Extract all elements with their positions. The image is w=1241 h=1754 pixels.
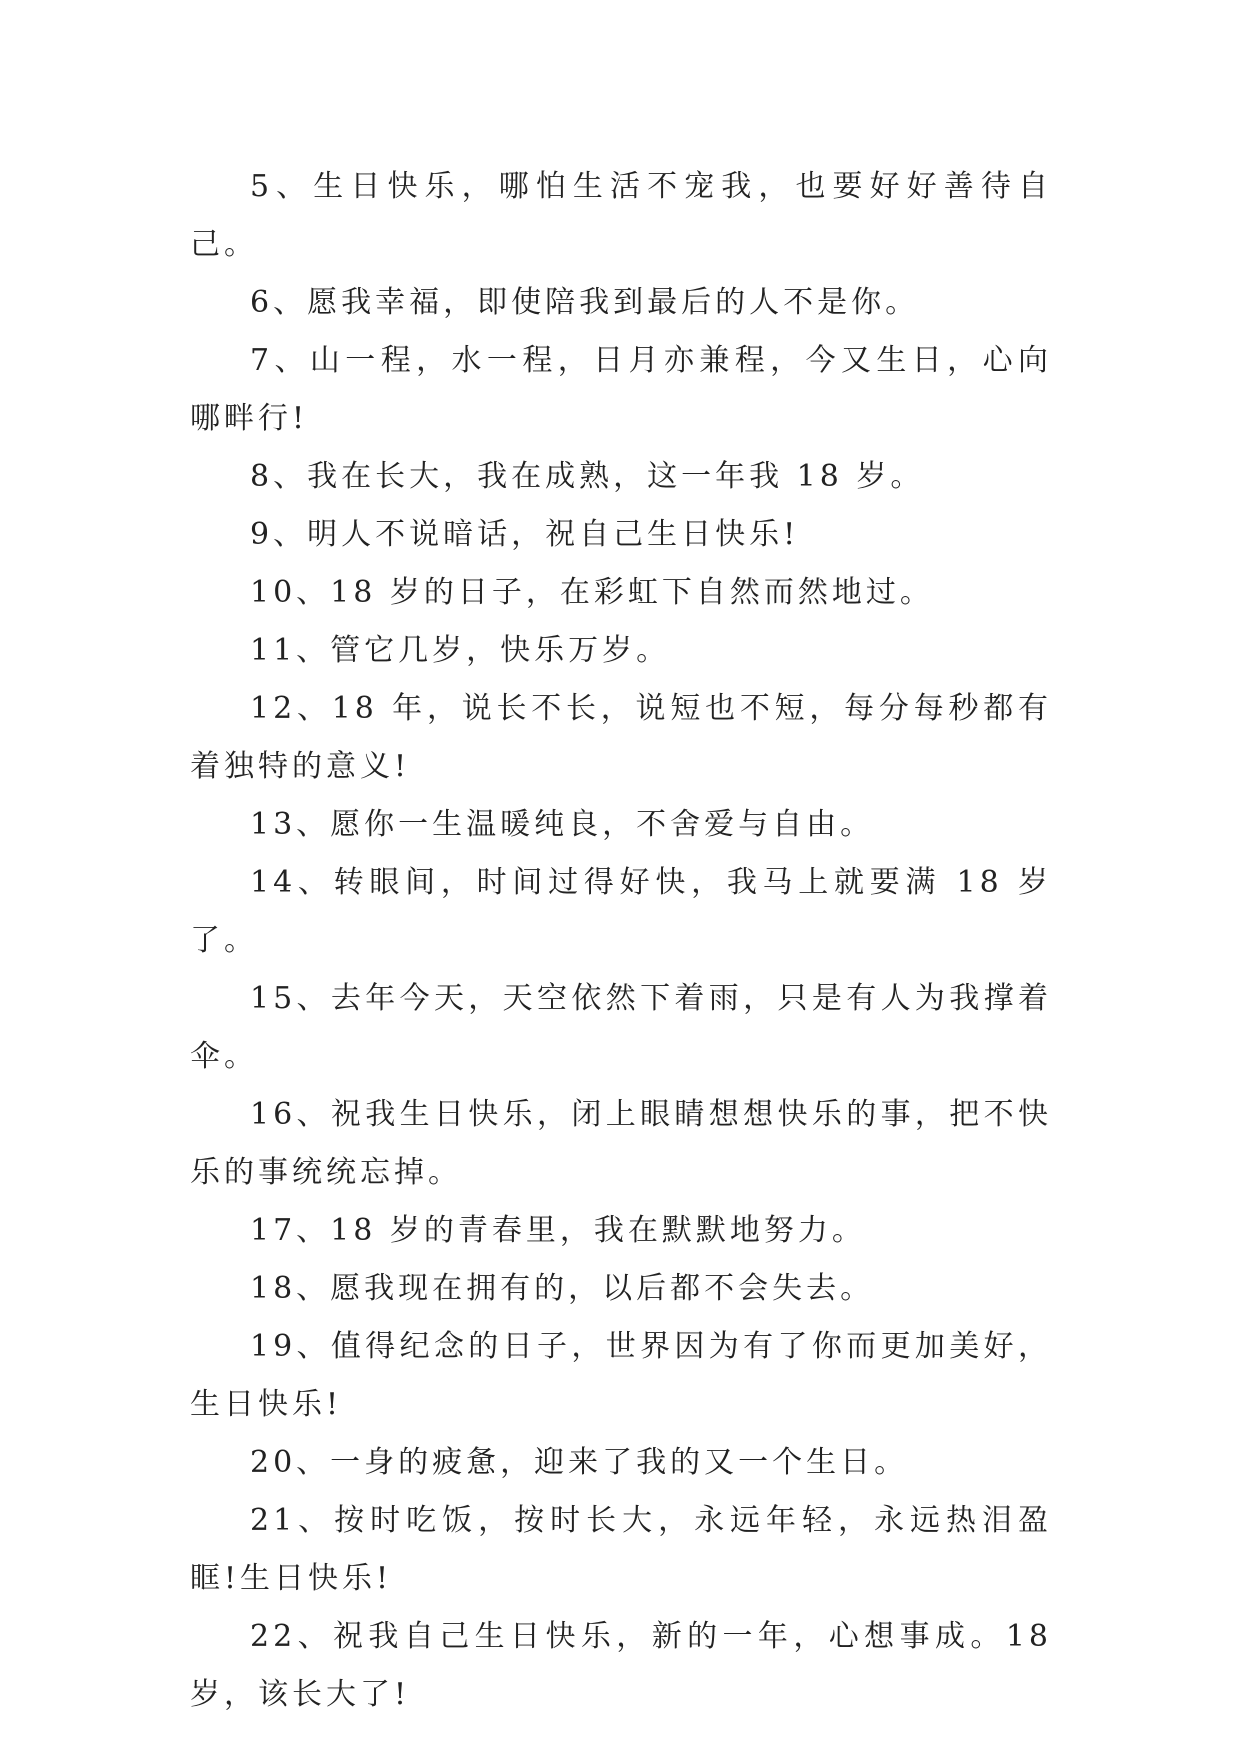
paragraph-12: 12、18 年，说长不长，说短也不短，每分每秒都有着独特的意义! — [190, 691, 1052, 784]
paragraph-22: 22、祝我自己生日快乐，新的一年，心想事成。18 岁，该长大了! — [190, 1619, 1052, 1712]
paragraph-14: 14、转眼间，时间过得好快，我马上就要满 18 岁了。 — [190, 865, 1052, 958]
paragraph-11: 11、管它几岁，快乐万岁。 — [250, 633, 671, 668]
paragraph-13: 13、愿你一生温暖纯良，不舍爱与自由。 — [250, 807, 875, 842]
paragraph-17: 17、18 岁的青春里，我在默默地努力。 — [250, 1213, 866, 1248]
paragraph-21: 21、按时吃饭，按时长大，永远年轻，永远热泪盈眶!生日快乐! — [190, 1503, 1052, 1596]
paragraph-5: 5、生日快乐，哪怕生活不宠我，也要好好善待自己。 — [190, 169, 1052, 262]
paragraph-16: 16、祝我生日快乐，闭上眼睛想想快乐的事，把不快乐的事统统忘掉。 — [190, 1097, 1052, 1190]
paragraph-15: 15、去年今天，天空依然下着雨，只是有人为我撑着伞。 — [190, 981, 1052, 1074]
paragraph-19: 19、值得纪念的日子，世界因为有了你而更加美好，生日快乐! — [190, 1329, 1052, 1422]
paragraph-10: 10、18 岁的日子，在彩虹下自然而然地过。 — [250, 575, 934, 610]
paragraph-18: 18、愿我现在拥有的，以后都不会失去。 — [250, 1271, 875, 1306]
paragraph-7: 7、山一程，水一程，日月亦兼程，今又生日，心向哪畔行! — [190, 343, 1052, 436]
paragraph-9: 9、明人不说暗话，祝自己生日快乐! — [250, 517, 800, 552]
paragraph-20: 20、一身的疲惫，迎来了我的又一个生日。 — [250, 1445, 909, 1480]
document-body — [190, 158, 1052, 1724]
paragraph-6: 6、愿我幸福，即使陪我到最后的人不是你。 — [250, 285, 920, 320]
paragraph-8: 8、我在长大，我在成熟，这一年我 18 岁。 — [250, 459, 925, 494]
